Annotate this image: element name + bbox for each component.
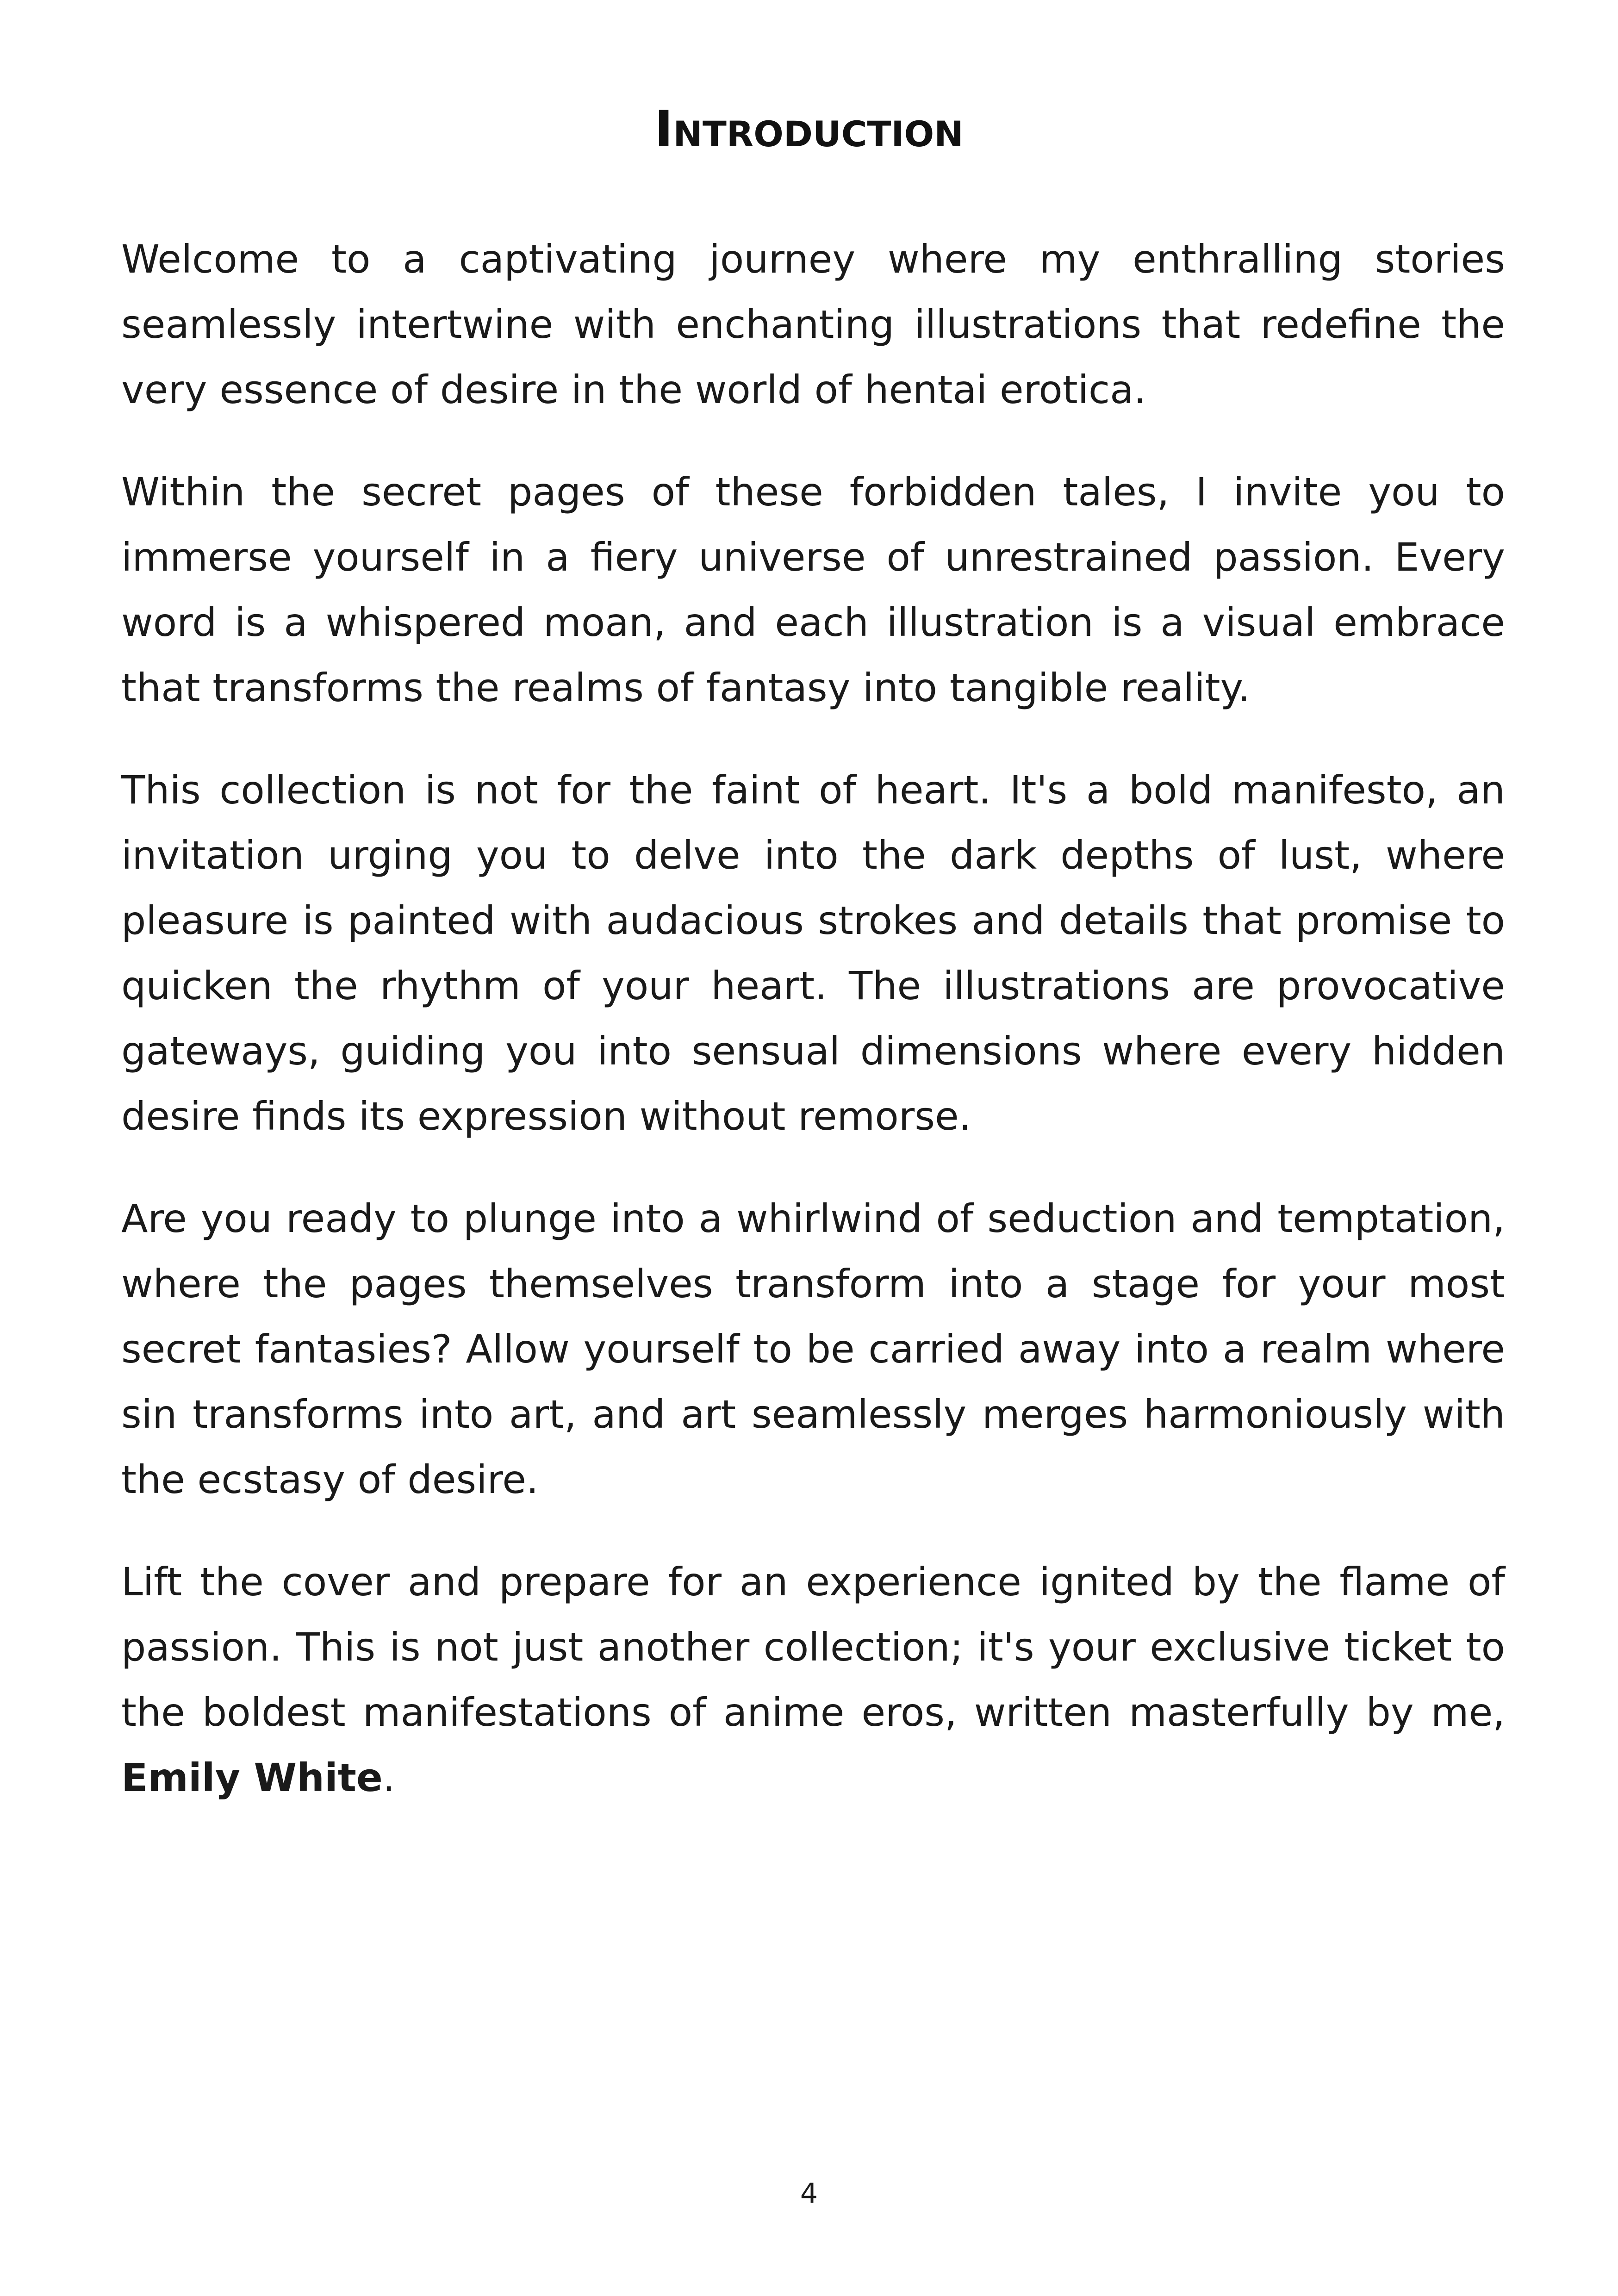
paragraph-5 (121, 1549, 1505, 1811)
page-number: 4 (800, 2178, 818, 2210)
page-title: Introduction (654, 100, 964, 158)
paragraph-2: Within the secret pages of these forbidden tales, I invite you to immerse yourself in a fiery universe of unrestrained passion. Every word is a whispered moan, and each illustration is a visual embrace that transforms the realms of fantasy into tangible reality. (121, 469, 1505, 710)
author-name: Emily White (121, 1755, 383, 1800)
paragraph-5-text: Lift the cover and prepare for an experience ignited by the flame of passion. This is not just another collection; it's your exclusive ticket to the boldest manifestations of anime eros, written masterfully by me, (121, 1559, 1505, 1735)
paragraph-5-end: . (382, 1755, 395, 1800)
body-text (121, 227, 1505, 1848)
paragraph-4: Are you ready to plunge into a whirlwind of seduction and temptation, where the pages themselves transform into a stage for your most secret fantasies? Allow yourself to be carried away into a realm where sin transforms into art, and art seamlessly merges harmoniously with the ecstasy of desire. (121, 1196, 1505, 1502)
paragraph-3: This collection is not for the faint of heart. It's a bold manifesto, an invitation urging you to delve into the dark depths of lust, where pleasure is painted with audacious strokes and details that promise to quicken the rhythm of your heart. The illustrations are provocative gateways, guiding you into sensual dimensions where every hidden desire finds its expression without remorse. (121, 767, 1505, 1139)
paragraph-1: Welcome to a captivating journey where my enthralling stories seamlessly intertwine with enchanting illustrations that redefine the very essence of desire in the world of hentai erotica. (121, 236, 1505, 412)
